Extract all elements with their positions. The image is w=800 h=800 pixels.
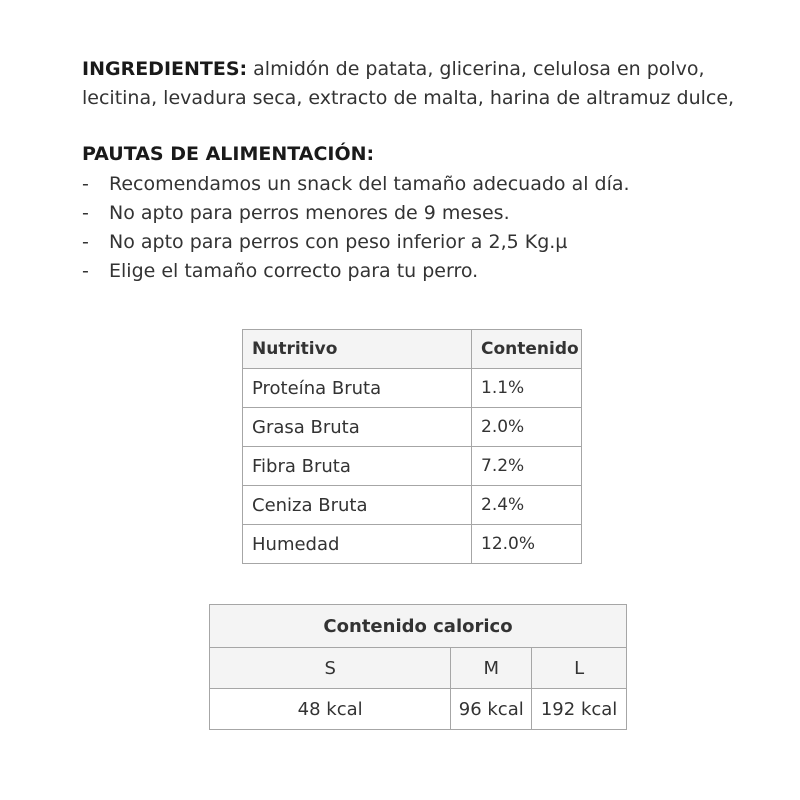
size-s: S [210,648,451,689]
table-row [243,408,582,447]
nutrient-value: 7.2% [472,447,582,486]
size-row [210,648,627,689]
dash-bullet: - [82,231,89,253]
table-row [243,447,582,486]
calorie-table [209,604,627,730]
feeding-guidelines-title: PAUTAS DE ALIMENTACIÓN: [82,143,375,165]
dash-bullet: - [82,260,89,282]
size-l: L [532,648,627,689]
nutrient-value: 2.0% [472,408,582,447]
kcal-s: 48 kcal [210,689,451,730]
ingredients-label: INGREDIENTES: [82,58,248,80]
list-item [82,170,630,199]
list-item [82,228,630,257]
nutrition-table [242,329,582,564]
nutrient-name: Fibra Bruta [243,447,472,486]
calorie-table-title: Contenido calorico [210,605,627,648]
list-item [82,199,630,228]
column-header-nutrient: Nutritivo [243,330,472,369]
dash-bullet: - [82,202,89,224]
list-item-text: No apto para perros menores de 9 meses. [109,202,510,224]
calorie-title-row [210,605,627,648]
kcal-l: 192 kcal [532,689,627,730]
kcal-m: 96 kcal [451,689,532,730]
column-header-content: Contenido [472,330,582,369]
nutrient-value: 12.0% [472,525,582,564]
nutrient-value: 2.4% [472,486,582,525]
nutrient-name: Ceniza Bruta [243,486,472,525]
table-row [243,369,582,408]
list-item-text: Elige el tamaño correcto para tu perro. [109,260,479,282]
ingredients-text: almidón de patata, glicerina, celulosa en polvo, lecitina, levadura seca, extracto de malta, harina de altramuz dulce, [82,58,735,109]
ingredients-paragraph [82,55,782,113]
list-item-text: No apto para perros con peso inferior a 2,5 Kg.µ [109,231,568,253]
dash-bullet: - [82,173,89,195]
size-m: M [451,648,532,689]
list-item-text: Recomendamos un snack del tamaño adecuado al día. [109,173,630,195]
nutrient-name: Humedad [243,525,472,564]
nutrient-value: 1.1% [472,369,582,408]
kcal-row [210,689,627,730]
table-header-row [243,330,582,369]
feeding-guidelines-list [82,170,630,286]
table-row [243,486,582,525]
nutrient-name: Grasa Bruta [243,408,472,447]
nutrient-name: Proteína Bruta [243,369,472,408]
table-row [243,525,582,564]
list-item [82,257,630,286]
